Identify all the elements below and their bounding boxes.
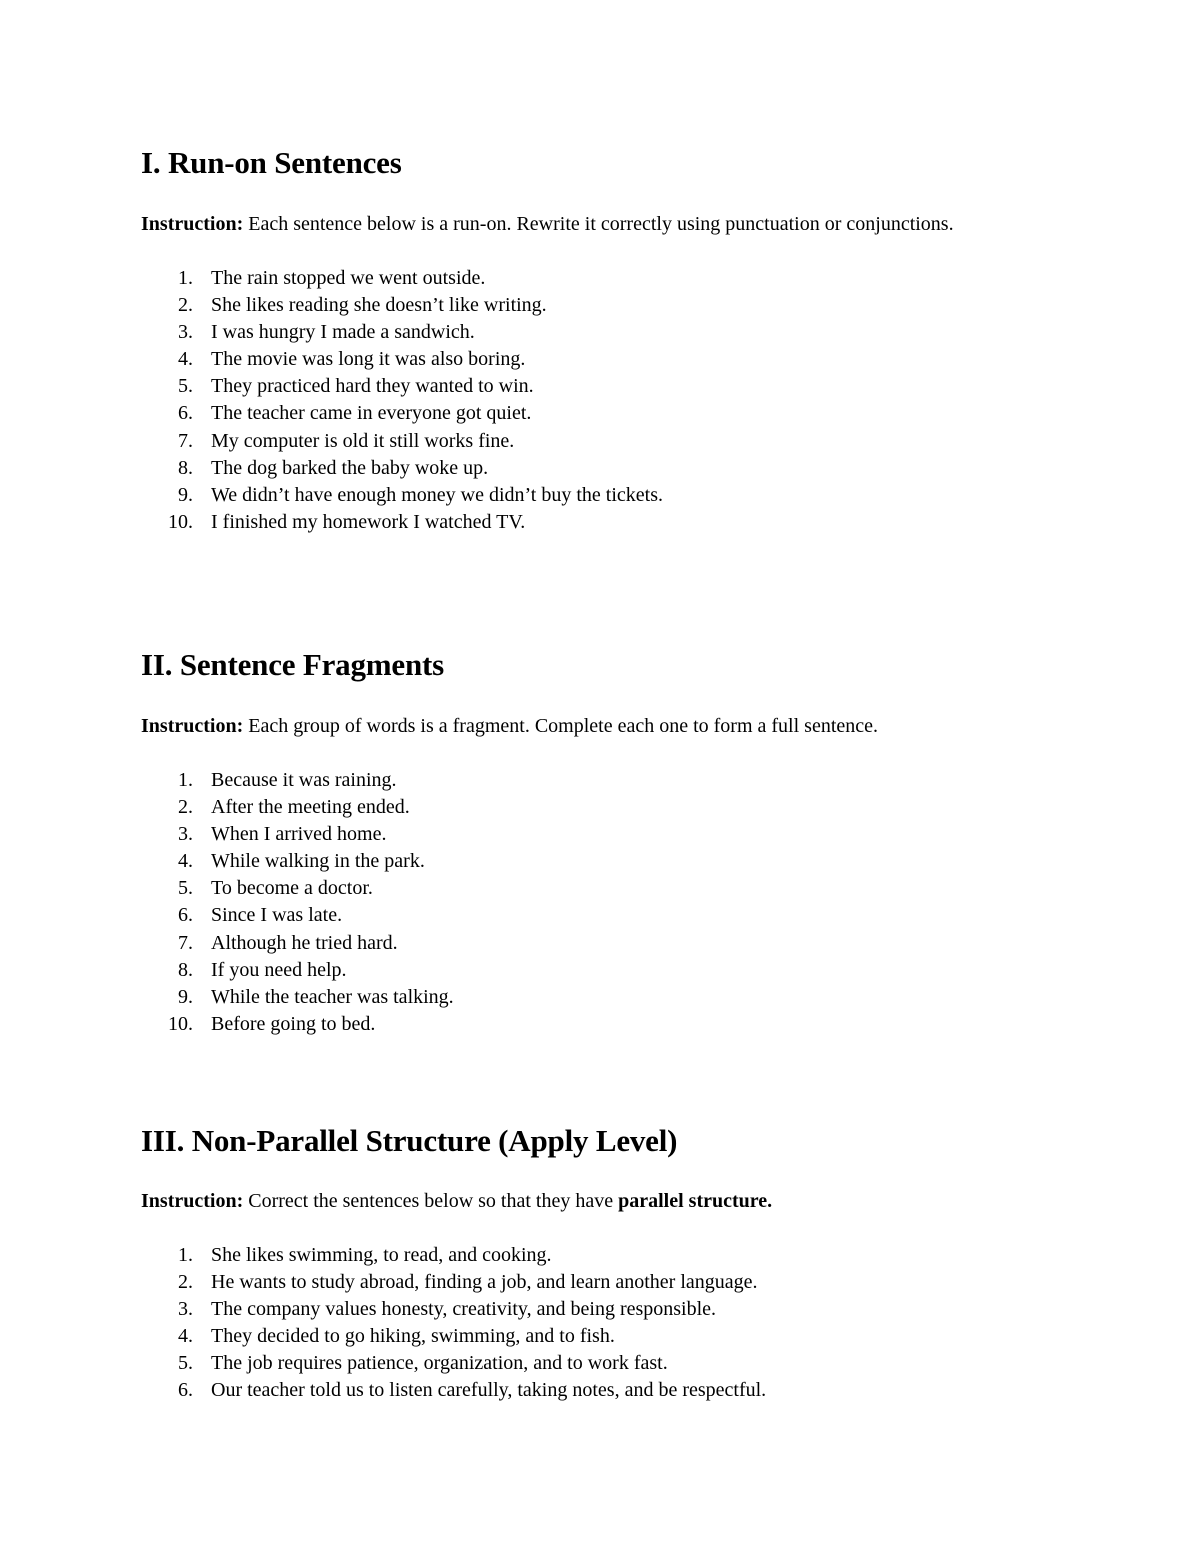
item-number: 6. (178, 904, 193, 927)
list-item (141, 1323, 1041, 1350)
list-item (141, 984, 1041, 1011)
list-item (141, 400, 1041, 427)
item-text: The teacher came in everyone got quiet. (211, 402, 532, 425)
item-number: 1. (178, 769, 193, 791)
item-text: Before going to bed. (211, 1012, 376, 1035)
list-item (141, 821, 1041, 848)
item-text: Because it was raining. (211, 769, 397, 791)
instruction-text: Each sentence below is a run-on. Rewrite it correctly using punctuation or conjunctions. (248, 213, 954, 235)
item-text: While walking in the park. (211, 850, 425, 873)
item-number: 6. (178, 1379, 193, 1402)
item-number: 5. (178, 877, 193, 900)
item-number: 6. (178, 402, 193, 425)
section-heading: II. Sentence Fragments (141, 647, 444, 682)
item-text: While the teacher was talking. (211, 985, 454, 1008)
item-text: The rain stopped we went outside. (211, 267, 486, 289)
item-number: 5. (178, 375, 193, 398)
item-text: Although he tried hard. (211, 931, 398, 954)
item-number: 2. (178, 796, 193, 819)
section-non-parallel-structure (141, 1121, 1041, 1405)
item-text: She likes swimming, to read, and cooking. (211, 1244, 552, 1266)
instruction-emphasis: parallel structure. (618, 1190, 773, 1212)
list-item (141, 1377, 1041, 1404)
fragments-list (141, 767, 1041, 1038)
list-item (141, 957, 1041, 984)
list-item (141, 767, 1041, 794)
item-number: 3. (178, 823, 193, 846)
item-text: The job requires patience, organization, and to work fast. (211, 1352, 668, 1375)
item-number: 4. (178, 1325, 193, 1348)
list-item (141, 1350, 1041, 1377)
list-item (141, 482, 1041, 509)
list-item (141, 292, 1041, 319)
item-number: 8. (178, 456, 193, 479)
list-item (141, 346, 1041, 373)
item-text: They decided to go hiking, swimming, and to fish. (211, 1325, 615, 1348)
list-item (141, 1269, 1041, 1296)
instruction-label: Instruction: (141, 1190, 244, 1212)
list-item (141, 1011, 1041, 1038)
section-heading: I. Run-on Sentences (141, 145, 402, 180)
instruction-label: Instruction: (141, 213, 244, 235)
run-on-list (141, 265, 1041, 536)
item-text: He wants to study abroad, finding a job, and learn another language. (211, 1271, 758, 1294)
item-number: 3. (178, 1298, 193, 1321)
list-item (141, 875, 1041, 902)
item-number: 10. (168, 1012, 193, 1035)
section-heading: III. Non-Parallel Structure (Apply Level) (141, 1123, 678, 1158)
item-text: They practiced hard they wanted to win. (211, 375, 534, 398)
item-text: To become a doctor. (211, 877, 373, 900)
item-text: The dog barked the baby woke up. (211, 456, 489, 479)
item-number: 3. (178, 321, 193, 344)
item-number: 7. (178, 931, 193, 954)
list-item (141, 428, 1041, 455)
list-item (141, 1242, 1041, 1269)
section-instruction (141, 713, 1041, 740)
item-text: We didn’t have enough money we didn’t buy the tickets. (211, 483, 664, 506)
list-item (141, 373, 1041, 400)
item-number: 1. (178, 267, 193, 289)
item-number: 4. (178, 348, 193, 371)
section-instruction (141, 1188, 1041, 1215)
list-item (141, 319, 1041, 346)
item-number: 9. (178, 483, 193, 506)
list-item (141, 509, 1041, 536)
item-text: Our teacher told us to listen carefully, taking notes, and be respectful. (211, 1379, 767, 1402)
item-number: 2. (178, 294, 193, 317)
list-item (141, 265, 1041, 292)
item-text: I finished my homework I watched TV. (211, 510, 526, 533)
item-text: After the meeting ended. (211, 796, 410, 819)
item-text: The company values honesty, creativity, and being responsible. (211, 1298, 717, 1321)
item-number: 5. (178, 1352, 193, 1375)
list-item (141, 1296, 1041, 1323)
instruction-text: Correct the sentences below so that they have (248, 1190, 614, 1212)
list-item (141, 902, 1041, 929)
item-text: My computer is old it still works fine. (211, 429, 515, 452)
section-sentence-fragments (141, 645, 1041, 1038)
instruction-text: Each group of words is a fragment. Complete each one to form a full sentence. (248, 715, 879, 737)
item-number: 1. (178, 1244, 193, 1266)
item-number: 9. (178, 985, 193, 1008)
section-instruction (141, 211, 1041, 238)
parallel-structure-list (141, 1242, 1041, 1405)
list-item (141, 930, 1041, 957)
list-item (141, 794, 1041, 821)
item-text: Since I was late. (211, 904, 343, 927)
item-number: 2. (178, 1271, 193, 1294)
item-number: 4. (178, 850, 193, 873)
item-number: 8. (178, 958, 193, 981)
section-run-on-sentences (141, 143, 1041, 536)
item-text: When I arrived home. (211, 823, 387, 846)
item-text: She likes reading she doesn’t like writing. (211, 294, 547, 317)
item-text: The movie was long it was also boring. (211, 348, 526, 371)
item-text: If you need help. (211, 958, 347, 981)
item-number: 7. (178, 429, 193, 452)
list-item (141, 848, 1041, 875)
item-text: I was hungry I made a sandwich. (211, 321, 475, 344)
item-number: 10. (168, 510, 193, 533)
list-item (141, 455, 1041, 482)
instruction-label: Instruction: (141, 715, 244, 737)
